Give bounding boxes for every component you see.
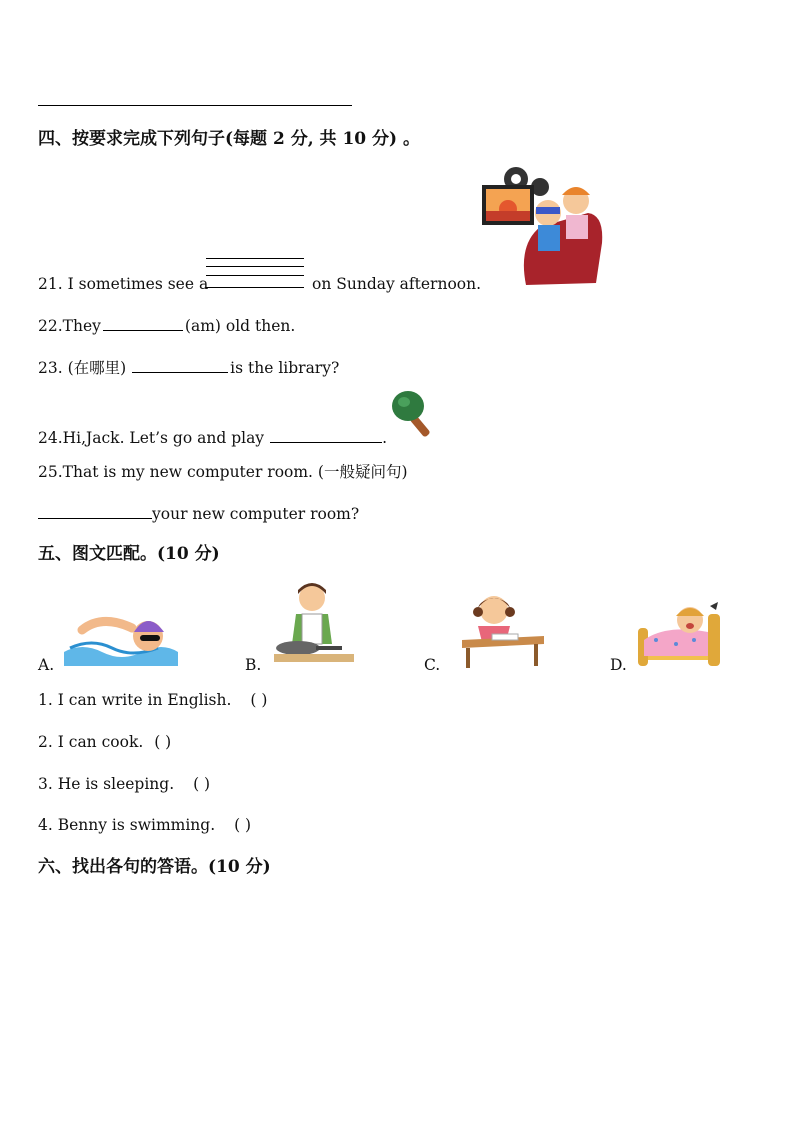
- question-22: [38, 316, 295, 336]
- option-a-letter: A.: [38, 656, 55, 674]
- option-c-letter: C.: [424, 656, 441, 674]
- match-item-3-answer[interactable]: ( ): [193, 775, 211, 793]
- section5-heading: 五、图文匹配。(10 分): [38, 544, 220, 564]
- match-item-3: [38, 774, 210, 794]
- option-d-letter: D.: [610, 656, 627, 674]
- q21-after: on Sunday afternoon.: [312, 275, 482, 293]
- match-item-1-text: 1. I can write in English.: [38, 691, 232, 709]
- q22-after: (am) old then.: [184, 317, 296, 335]
- q23-before: 23. (在哪里): [38, 359, 127, 377]
- match-item-2: [38, 732, 171, 752]
- question-25: 25.That is my new computer room. (一般疑问句): [38, 463, 408, 481]
- match-item-4: [38, 815, 251, 835]
- section4-heading: 四、按要求完成下列句子(每题 2 分, 共 10 分) 。: [38, 129, 421, 149]
- question-25-answer: [38, 504, 359, 524]
- writing-girl-illustration: [448, 592, 546, 670]
- q24-after: .: [382, 429, 388, 447]
- cooking-illustration: [268, 582, 356, 668]
- match-item-1-answer[interactable]: ( ): [250, 691, 268, 709]
- q21-blank-line-3[interactable]: [206, 275, 304, 276]
- q22-blank[interactable]: [103, 316, 183, 331]
- question-21: [38, 274, 208, 294]
- option-b-letter: B.: [245, 656, 262, 674]
- question-23: [38, 358, 339, 378]
- match-item-4-answer[interactable]: ( ): [234, 816, 252, 834]
- q21-before: 21. I sometimes see a: [38, 275, 209, 293]
- ping-pong-paddle-illustration: [390, 388, 440, 440]
- q24-blank[interactable]: [270, 428, 382, 443]
- q21-blank-line-1[interactable]: [206, 258, 304, 259]
- match-item-1: [38, 690, 267, 710]
- q22-before: 22.They: [38, 317, 101, 335]
- match-item-4-text: 4. Benny is swimming.: [38, 816, 216, 834]
- question-24: [38, 428, 387, 448]
- q21-blank-line-2[interactable]: [206, 266, 304, 267]
- q23-blank[interactable]: [132, 358, 228, 373]
- section6-heading: 六、找出各句的答语。(10 分): [38, 857, 271, 877]
- match-item-2-answer[interactable]: ( ): [154, 733, 172, 751]
- q24-before: 24.Hi,Jack. Let’s go and play: [38, 429, 265, 447]
- swimmer-illustration: [62, 604, 180, 666]
- sleeping-boy-illustration: [636, 598, 722, 670]
- top-answer-line: [38, 105, 352, 106]
- q21-blank-line-4[interactable]: [206, 287, 304, 288]
- q23-after: is the library?: [230, 359, 340, 377]
- q25-answer-after: your new computer room?: [152, 505, 360, 523]
- q25-blank[interactable]: [38, 504, 152, 519]
- match-item-2-text: 2. I can cook.: [38, 733, 144, 751]
- movie-watching-illustration: [478, 165, 608, 290]
- match-item-3-text: 3. He is sleeping.: [38, 775, 175, 793]
